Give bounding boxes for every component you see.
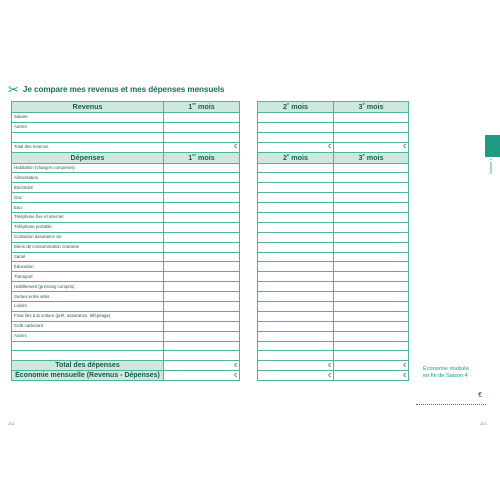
- column-month-2: [258, 152, 334, 163]
- month-2-cell[interactable]: [258, 311, 334, 321]
- column-gap: [240, 282, 258, 292]
- month-3-cell[interactable]: [334, 311, 409, 321]
- revenus-row: [12, 113, 409, 123]
- month-1-number: 1: [188, 152, 193, 162]
- month-3-number: 3: [358, 102, 363, 111]
- month-1-word: mois: [196, 102, 215, 111]
- month-3-cell[interactable]: [334, 193, 409, 203]
- depenses-row-label: Gaz: [12, 193, 164, 203]
- column-month-1: [164, 152, 240, 163]
- month-1-cell[interactable]: [164, 193, 240, 203]
- column-gap: [240, 193, 258, 203]
- total-revenus-row-label: Total des revenus: [12, 142, 164, 152]
- section-title: [8, 82, 224, 96]
- column-gap: [240, 173, 258, 183]
- month-2-cell[interactable]: [258, 321, 334, 331]
- month-3-cell[interactable]: [334, 292, 409, 302]
- depenses-row-label: Cotisation assurance vie: [12, 232, 164, 242]
- column-gap: [240, 113, 258, 123]
- month-1-cell[interactable]: [164, 213, 240, 223]
- month-3-total[interactable]: €: [334, 361, 409, 371]
- depenses-row: [12, 341, 409, 351]
- month-2-cell[interactable]: [258, 292, 334, 302]
- month-1-cell[interactable]: [164, 262, 240, 272]
- column-gap: [240, 213, 258, 223]
- month-3-cell[interactable]: [334, 242, 409, 252]
- column-gap: [240, 152, 258, 163]
- section-title-text: Je compare mes revenus et mes dépenses mensuels: [22, 84, 225, 94]
- month-2-total[interactable]: €: [258, 361, 334, 371]
- column-gap: [240, 262, 258, 272]
- month-1-suffix: er: [192, 101, 196, 106]
- month-3-cell[interactable]: [334, 302, 409, 312]
- depenses-row: [12, 242, 409, 252]
- column-gap: [240, 252, 258, 262]
- depenses-row: [12, 321, 409, 331]
- depenses-row: [12, 173, 409, 183]
- month-1-cell[interactable]: [164, 321, 240, 331]
- month-3-suffix: e: [362, 152, 365, 157]
- page-number-left: 262: [8, 421, 15, 426]
- month-3-cell[interactable]: [334, 173, 409, 183]
- month-2-cell[interactable]: [258, 132, 334, 142]
- side-tab: [485, 135, 500, 157]
- column-month-3: [334, 152, 409, 163]
- revenus-row-label: Salaire: [12, 113, 164, 123]
- depenses-row: [12, 331, 409, 341]
- column-gap: [240, 331, 258, 341]
- column-gap: [240, 311, 258, 321]
- month-2-suffix: e: [286, 152, 290, 157]
- depenses-row-label: Sorties entre amis: [12, 292, 164, 302]
- month-3-cell[interactable]: [334, 351, 409, 361]
- month-2-total[interactable]: €: [258, 142, 334, 152]
- month-2-cell[interactable]: [258, 302, 334, 312]
- column-gap: [240, 102, 258, 113]
- depenses-row-label: Loisirs: [12, 302, 164, 312]
- month-1-cell[interactable]: [164, 331, 240, 341]
- column-gap: [240, 132, 258, 142]
- depenses-row-label: Coût carburant: [12, 321, 164, 331]
- total-depenses-row-label: Total des dépenses: [12, 361, 164, 371]
- month-1-cell[interactable]: [164, 292, 240, 302]
- month-2-number: 2: [282, 152, 287, 162]
- column-gap: [240, 321, 258, 331]
- page-number-right: 263: [480, 421, 487, 426]
- month-1-cell[interactable]: [164, 252, 240, 262]
- budget-table: [11, 101, 409, 381]
- depenses-row-label: [12, 341, 164, 351]
- depenses-row-label: Autres: [12, 331, 164, 341]
- column-gap: [240, 203, 258, 213]
- month-3-cell[interactable]: [334, 272, 409, 282]
- month-1-cell[interactable]: [164, 113, 240, 123]
- scissors-icon: ✂: [8, 81, 19, 97]
- month-2-cell[interactable]: [258, 163, 334, 173]
- column-month-3: [334, 102, 409, 113]
- month-2-suffix: e: [286, 101, 290, 106]
- economie-mensuelle-row-label: Économie mensuelle (Revenus - Dépenses): [12, 371, 164, 381]
- month-2-cell[interactable]: [258, 282, 334, 292]
- month-3-word: mois: [364, 152, 384, 162]
- month-1-cell[interactable]: [164, 341, 240, 351]
- column-gap: [240, 122, 258, 132]
- depenses-row: [12, 193, 409, 203]
- month-3-cell[interactable]: [334, 232, 409, 242]
- column-gap: [240, 371, 258, 381]
- month-2-cell[interactable]: [258, 203, 334, 213]
- month-1-cell[interactable]: [164, 122, 240, 132]
- month-2-cell[interactable]: [258, 173, 334, 183]
- month-2-cell[interactable]: [258, 122, 334, 132]
- month-2-cell[interactable]: [258, 232, 334, 242]
- column-gap: [240, 341, 258, 351]
- depenses-row: [12, 262, 409, 272]
- month-1-total[interactable]: €: [164, 142, 240, 152]
- revenus-row-label: [12, 132, 164, 142]
- month-2-cell[interactable]: [258, 351, 334, 361]
- month-1-cell[interactable]: [164, 203, 240, 213]
- depenses-row: [12, 252, 409, 262]
- total-revenus-row: [12, 142, 409, 152]
- depenses-row-label: [12, 351, 164, 361]
- month-3-cell[interactable]: [334, 203, 409, 213]
- month-2-cell[interactable]: [258, 262, 334, 272]
- depenses-row-label: Électricité: [12, 183, 164, 193]
- side-tab-label: Saison 4: [488, 158, 493, 174]
- month-1-total[interactable]: €: [164, 361, 240, 371]
- revenus-row: [12, 132, 409, 142]
- month-3-cell[interactable]: [334, 122, 409, 132]
- column-gap: [240, 292, 258, 302]
- total-depenses-row: [12, 361, 409, 371]
- month-2-cell[interactable]: [258, 242, 334, 252]
- column-month-1: [164, 102, 240, 113]
- month-3-cell[interactable]: [334, 341, 409, 351]
- month-1-cell[interactable]: [164, 222, 240, 232]
- column-gap: [240, 302, 258, 312]
- month-3-cell[interactable]: [334, 222, 409, 232]
- column-gap: [240, 222, 258, 232]
- month-3-cell[interactable]: [334, 331, 409, 341]
- month-3-cell[interactable]: [334, 321, 409, 331]
- month-1-cell[interactable]: [164, 163, 240, 173]
- month-2-cell[interactable]: [258, 193, 334, 203]
- month-2-cell[interactable]: [258, 272, 334, 282]
- depenses-row-label: Téléphone portable: [12, 222, 164, 232]
- depenses-row: [12, 163, 409, 173]
- month-3-cell[interactable]: [334, 213, 409, 223]
- depenses-header: [12, 152, 409, 163]
- month-1-cell[interactable]: [164, 232, 240, 242]
- month-1-cell[interactable]: [164, 132, 240, 142]
- month-2-cell[interactable]: [258, 341, 334, 351]
- month-2-number: 2: [282, 102, 287, 111]
- depenses-row-label: Alimentation: [12, 173, 164, 183]
- month-3-word: mois: [364, 102, 384, 111]
- depenses-row-label: Éducation: [12, 262, 164, 272]
- month-3-cell[interactable]: [334, 132, 409, 142]
- depenses-row: [12, 311, 409, 321]
- depenses-row: [12, 213, 409, 223]
- month-3-cell[interactable]: [334, 282, 409, 292]
- revenus-header: [12, 102, 409, 113]
- month-3-cell[interactable]: [334, 262, 409, 272]
- depenses-header-label: Dépenses: [12, 152, 164, 163]
- depenses-row: [12, 292, 409, 302]
- month-2-word: mois: [289, 102, 308, 111]
- revenus-header-label: Revenus: [12, 102, 164, 113]
- depenses-row: [12, 272, 409, 282]
- economie-mensuelle-row: [12, 371, 409, 381]
- depenses-row-label: Téléphone fixe et internet: [12, 213, 164, 223]
- month-2-cell[interactable]: [258, 113, 334, 123]
- month-2-word: mois: [289, 152, 308, 162]
- month-1-cell[interactable]: [164, 173, 240, 183]
- month-1-cell[interactable]: [164, 282, 240, 292]
- month-3-cell[interactable]: [334, 163, 409, 173]
- depenses-row: [12, 302, 409, 312]
- month-1-word: mois: [196, 152, 215, 162]
- economie-realisee-label: Économie réalisée en fin de Saison 4: [423, 366, 470, 379]
- column-gap: [240, 163, 258, 173]
- depenses-row: [12, 203, 409, 213]
- depenses-row: [12, 351, 409, 361]
- depenses-row-label: Frais liés à la voiture (prêt, assurance, télépéage): [12, 311, 164, 321]
- depenses-row: [12, 282, 409, 292]
- month-1-suffix: er: [192, 152, 196, 157]
- month-1-cell[interactable]: [164, 351, 240, 361]
- column-gap: [240, 242, 258, 252]
- month-2-cell[interactable]: [258, 331, 334, 341]
- month-1-number: 1: [188, 102, 193, 111]
- column-gap: [240, 351, 258, 361]
- column-gap: [240, 183, 258, 193]
- column-gap: [240, 232, 258, 242]
- month-1-cell[interactable]: [164, 272, 240, 282]
- column-gap: [240, 361, 258, 371]
- depenses-row-label: Santé: [12, 252, 164, 262]
- depenses-row: [12, 183, 409, 193]
- depenses-row-label: Transport: [12, 272, 164, 282]
- revenus-row-label: Autres: [12, 122, 164, 132]
- column-month-2: [258, 102, 334, 113]
- month-2-cell[interactable]: [258, 222, 334, 232]
- month-1-total[interactable]: €: [164, 371, 240, 381]
- depenses-row-label: Eau: [12, 203, 164, 213]
- month-1-cell[interactable]: [164, 242, 240, 252]
- month-3-cell[interactable]: [334, 113, 409, 123]
- month-2-cell[interactable]: [258, 213, 334, 223]
- depenses-row: [12, 222, 409, 232]
- month-3-total[interactable]: €: [334, 371, 409, 381]
- month-3-number: 3: [358, 152, 363, 162]
- month-1-cell[interactable]: [164, 302, 240, 312]
- economie-realisee-field[interactable]: €: [416, 390, 486, 405]
- depenses-row-label: Biens de consommation courante: [12, 242, 164, 252]
- month-2-total[interactable]: €: [258, 371, 334, 381]
- column-gap: [240, 142, 258, 152]
- depenses-row-label: Habitation (charges comprises): [12, 163, 164, 173]
- month-2-cell[interactable]: [258, 183, 334, 193]
- depenses-row-label: Habillement (pressing compris): [12, 282, 164, 292]
- column-gap: [240, 272, 258, 282]
- month-3-cell[interactable]: [334, 183, 409, 193]
- revenus-row: [12, 122, 409, 132]
- depenses-row: [12, 232, 409, 242]
- month-3-total[interactable]: €: [334, 142, 409, 152]
- month-1-cell[interactable]: [164, 183, 240, 193]
- month-3-suffix: e: [362, 101, 365, 106]
- month-1-cell[interactable]: [164, 311, 240, 321]
- month-3-cell[interactable]: [334, 252, 409, 262]
- month-2-cell[interactable]: [258, 252, 334, 262]
